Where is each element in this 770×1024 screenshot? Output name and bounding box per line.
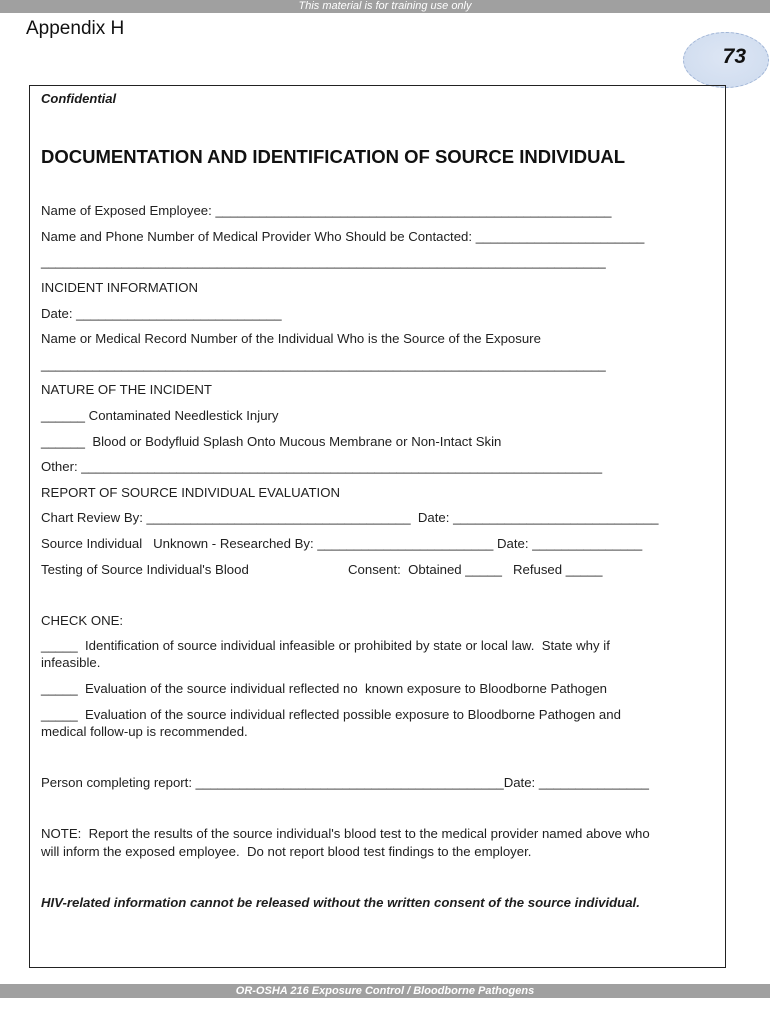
- option-possible-exposure-continuation: medical follow-up is recommended.: [41, 724, 248, 739]
- needlestick-checkbox-line[interactable]: ______ Contaminated Needlestick Injury: [41, 408, 279, 423]
- form-title: DOCUMENTATION AND IDENTIFICATION OF SOURCE INDIVIDUAL: [41, 146, 626, 167]
- option-possible-exposure-line[interactable]: _____ Evaluation of the source individual reflected possible exposure to Bloodborne Pathogen and: [41, 707, 621, 722]
- testing-label: Testing of Source Individual's Blood: [41, 562, 249, 577]
- splash-checkbox-line[interactable]: ______ Blood or Bodyfluid Splash Onto Mucous Membrane or Non-Intact Skin: [41, 434, 502, 449]
- medical-provider-field[interactable]: Name and Phone Number of Medical Provider Who Should be Contacted: _______________________: [41, 229, 645, 244]
- appendix-label: Appendix H: [26, 18, 125, 39]
- footer-banner-text: OR-OSHA 216 Exposure Control / Bloodborne Pathogens: [235, 985, 535, 997]
- option-infeasible-continuation: infeasible.: [41, 655, 101, 670]
- incident-information-heading: INCIDENT INFORMATION: [41, 280, 199, 295]
- source-name-blank-line[interactable]: _____________________________________________________________________________: [41, 357, 606, 372]
- source-unknown-field[interactable]: Source Individual Unknown - Researched By: ________________________ Date: _______________: [41, 536, 643, 551]
- other-field[interactable]: Other: _______________________________________________________________________: [41, 459, 603, 474]
- exposed-employee-field[interactable]: Name of Exposed Employee: ______________________________________________________: [41, 203, 612, 218]
- confidential-label: Confidential: [41, 91, 117, 106]
- page-number: 73: [722, 45, 746, 68]
- check-one-heading: CHECK ONE:: [41, 613, 124, 628]
- training-banner: [0, 0, 770, 13]
- note-line-1: NOTE: Report the results of the source individual's blood test to the medical provider named above who: [41, 826, 650, 841]
- page-number-badge: [683, 32, 769, 88]
- note-line-2: will inform the exposed employee. Do not report blood test findings to the employer.: [41, 844, 532, 859]
- footer-banner: [0, 984, 770, 998]
- training-banner-text: This material is for training use only: [298, 0, 472, 12]
- person-completing-field[interactable]: Person completing report: __________________________________________Date: _______________: [41, 775, 649, 790]
- hiv-notice: HIV-related information cannot be released without the written consent of the source individual.: [41, 895, 640, 910]
- chart-review-field[interactable]: Chart Review By: ____________________________________ Date: ____________________________: [41, 510, 659, 525]
- consent-field[interactable]: Consent: Obtained _____ Refused _____: [348, 562, 603, 577]
- source-name-label: Name or Medical Record Number of the Individual Who is the Source of the Exposure: [41, 331, 541, 346]
- incident-date-field[interactable]: Date: ____________________________: [41, 306, 282, 321]
- option-no-exposure-line[interactable]: _____ Evaluation of the source individual reflected no known exposure to Bloodborne Pathogen: [41, 681, 607, 696]
- medical-provider-blank-line[interactable]: _____________________________________________________________________________: [41, 254, 606, 269]
- report-evaluation-heading: REPORT OF SOURCE INDIVIDUAL EVALUATION: [41, 485, 340, 500]
- nature-of-incident-heading: NATURE OF THE INCIDENT: [41, 382, 212, 397]
- option-infeasible-line[interactable]: _____ Identification of source individual infeasible or prohibited by state or local law. State why if: [41, 638, 610, 653]
